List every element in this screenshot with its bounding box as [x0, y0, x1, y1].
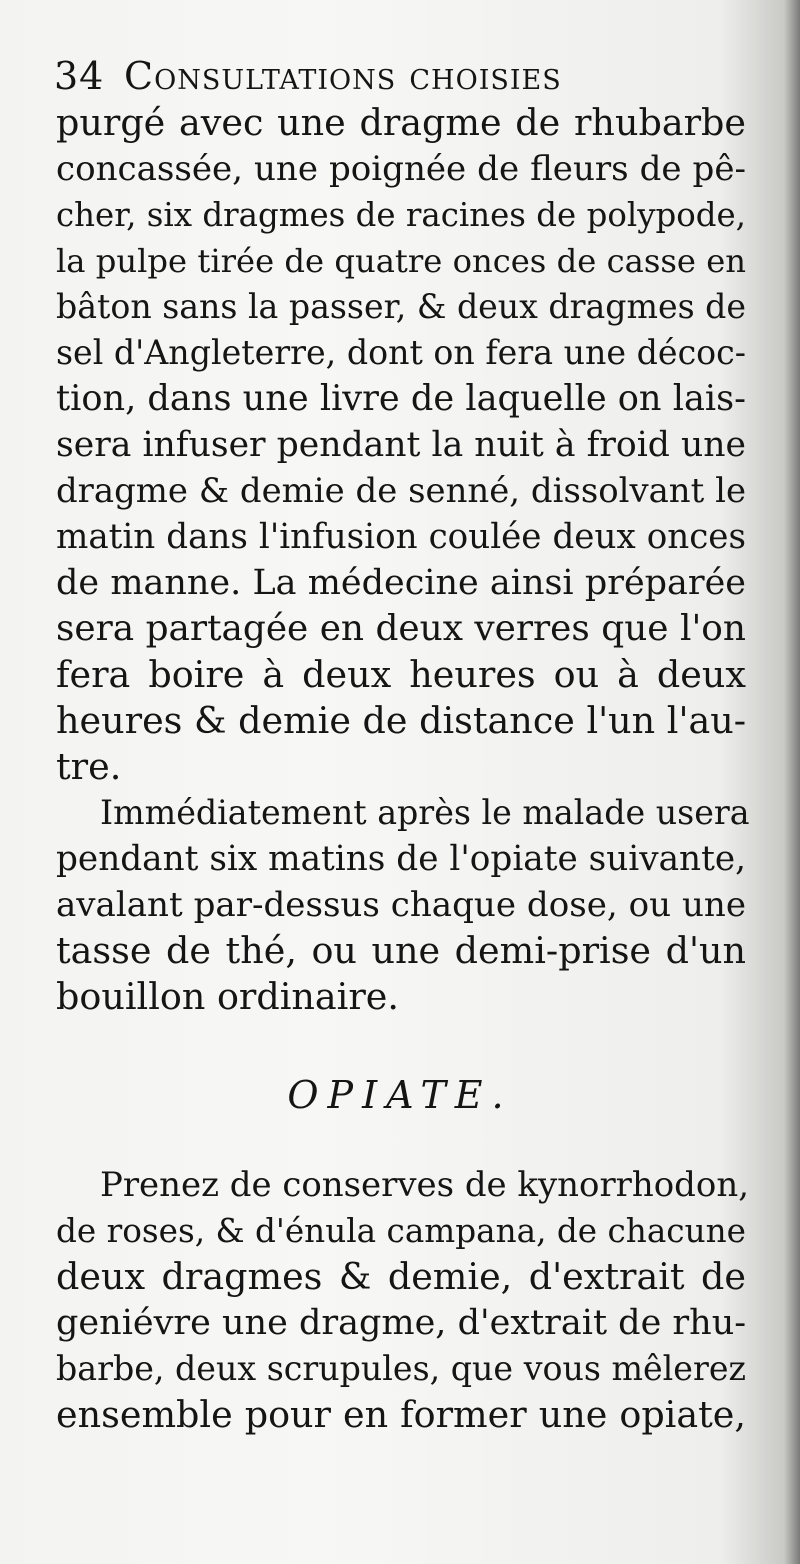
text-line: sel d'Angleterre, dont on fera une décoc-	[56, 333, 746, 372]
text-line: cher, six dragmes de racines de polypode,	[56, 196, 746, 234]
text-line: geniévre une dragme, d'extrait de rhu-	[56, 1302, 747, 1343]
paragraph-purge	[56, 100, 746, 790]
text-line: purgé avec une dragme de rhubarbe	[56, 101, 746, 144]
text-line: barbe, deux scrupules, que vous mêlerez	[56, 1349, 746, 1388]
running-title: Consultations choisies	[124, 54, 562, 98]
text-line: bouillon ordinaire.	[56, 975, 400, 1018]
text-line: Immédiatement après le malade usera	[100, 793, 750, 832]
text-line: heures & demie de distance l'un l'au-	[56, 699, 747, 742]
running-header	[54, 52, 754, 100]
text-line: Prenez de conserves de kynorrhodon,	[100, 1165, 749, 1205]
text-line: la pulpe tirée de quatre onces de casse en	[56, 242, 746, 280]
paragraph-recipe	[56, 1162, 749, 1438]
text-line: tion, dans une livre de laquelle on lais-	[56, 378, 746, 419]
text-line: ensemble pour en former une opiate,	[56, 1393, 746, 1436]
section-heading: OPIATE.	[287, 1073, 513, 1117]
text-line: de roses, & d'énula campana, de chacune	[56, 1212, 746, 1250]
page-number: 34	[54, 54, 105, 98]
text-line: tre.	[56, 745, 122, 788]
text-line: concassée, une poignée de fleurs de pê-	[56, 149, 746, 189]
text-line: sera partagée en deux verres que l'on	[56, 608, 746, 649]
text-line: avalant par-dessus chaque dose, ou une	[56, 885, 746, 925]
text-line: dragme & demie de senné, dissolvant le	[56, 471, 746, 510]
text-line: matin dans l'infusion coulée deux onces	[56, 517, 746, 557]
text-line: tasse de thé, ou une demi-prise d'un	[56, 929, 746, 972]
text-line: bâton sans la passer, & deux dragmes de	[56, 287, 747, 326]
text-line: de manne. La médecine ainsi préparée	[56, 563, 746, 603]
text-line: pendant six matins de l'opiate suivante,	[56, 839, 746, 879]
paragraph-instructions	[56, 790, 750, 1020]
text-line: deux dragmes & demie, d'extrait de	[56, 1255, 746, 1298]
text-line: fera boire à deux heures ou à deux	[56, 653, 746, 696]
text-line: sera infuser pendant la nuit à froid une	[56, 425, 746, 465]
